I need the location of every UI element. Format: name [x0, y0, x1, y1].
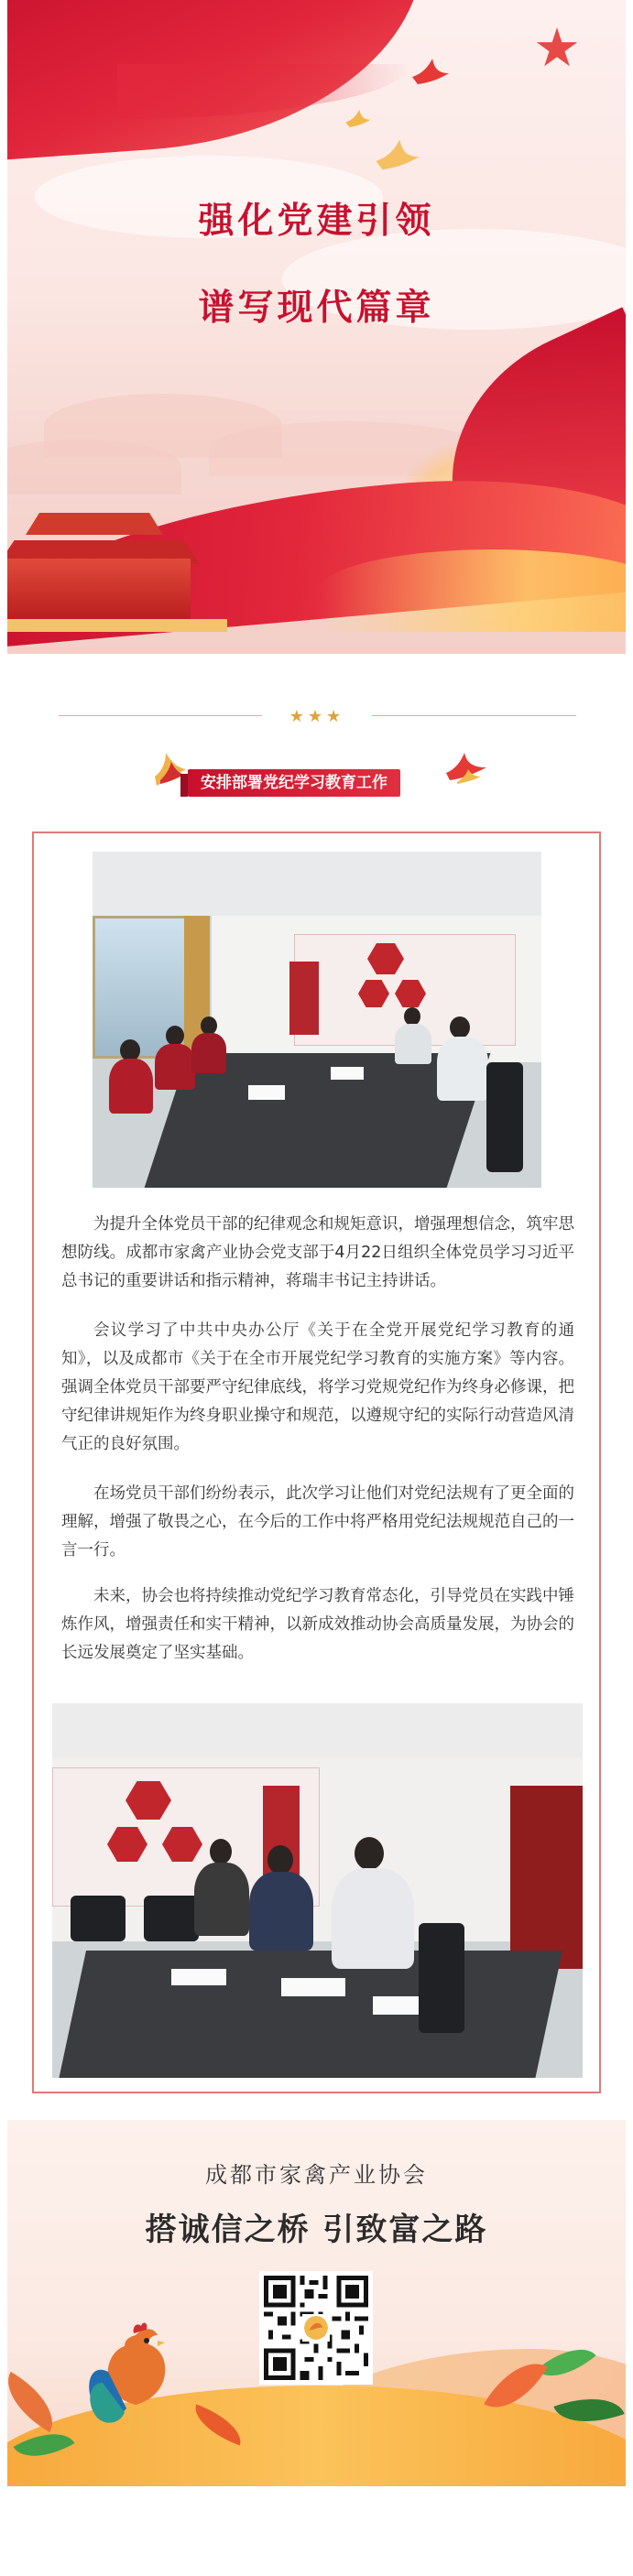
qr-code[interactable] — [259, 2271, 373, 2385]
section-heading-tag — [151, 749, 490, 804]
meeting-photo-1 — [93, 852, 541, 1188]
star-icon: ★★★ — [289, 707, 345, 726]
star-icon: ★ — [533, 16, 581, 79]
tiananmen-gate-decoration — [7, 559, 191, 623]
section-heading: 安排部署党纪学习教育工作 — [188, 769, 400, 797]
rooster-icon — [81, 2317, 191, 2445]
article-card — [32, 831, 601, 2093]
header-banner — [7, 0, 626, 654]
dove-icon — [344, 108, 372, 130]
article-paragraph-2: 会议学习了中共中央办公厅《关于在全党开展党纪学习教育的通知》，以及成都市《关于在全市开展党纪学习教育的实施方案》等内容。强调全体党员干部要严守纪律底线，将学习党规党纪作为终身必修课，把守纪律讲规矩作为终身职业操守和规范，以遵规守纪的实际行动营造风清气正的良好氛围。 — [61, 1321, 574, 1453]
section-divider — [59, 707, 576, 725]
article-paragraph-1: 为提升全体党员干部的纪律观念和规矩意识，增强理想信念，筑牢思想防线。成都市家禽产业协会党支部于4月22日组织全体党员学习习近平总书记的重要讲话和指示精神，蒋瑞丰书记主持讲话。 — [61, 1215, 574, 1290]
meeting-photo-2 — [52, 1703, 583, 2078]
footer-slogan: 搭诚信之桥 引致富之路 — [145, 2212, 488, 2248]
dove-icon — [444, 749, 490, 786]
footer-banner — [7, 2120, 626, 2486]
banner-title-line2: 谱写现代篇章 — [198, 288, 435, 329]
banner-title-line1: 强化党建引领 — [198, 201, 435, 242]
dove-icon — [410, 57, 451, 88]
organization-name: 成都市家禽产业协会 — [205, 2162, 428, 2188]
article-paragraph-3: 在场党员干部们纷纷表示，此次学习让他们对党纪法规有了更全面的理解，增强了敬畏之心，在今后的工作中将严格用党纪法规规范自己的一言一行。 — [61, 1484, 574, 1560]
article-paragraph-4: 未来，协会也将持续推动党纪学习教育常态化，引导党员在实践中锤炼作风，增强责任和实干精神，以新成效推动协会高质量发展，为协会的长远发展奠定了坚实基础。 — [61, 1587, 574, 1662]
dove-icon — [374, 137, 421, 174]
